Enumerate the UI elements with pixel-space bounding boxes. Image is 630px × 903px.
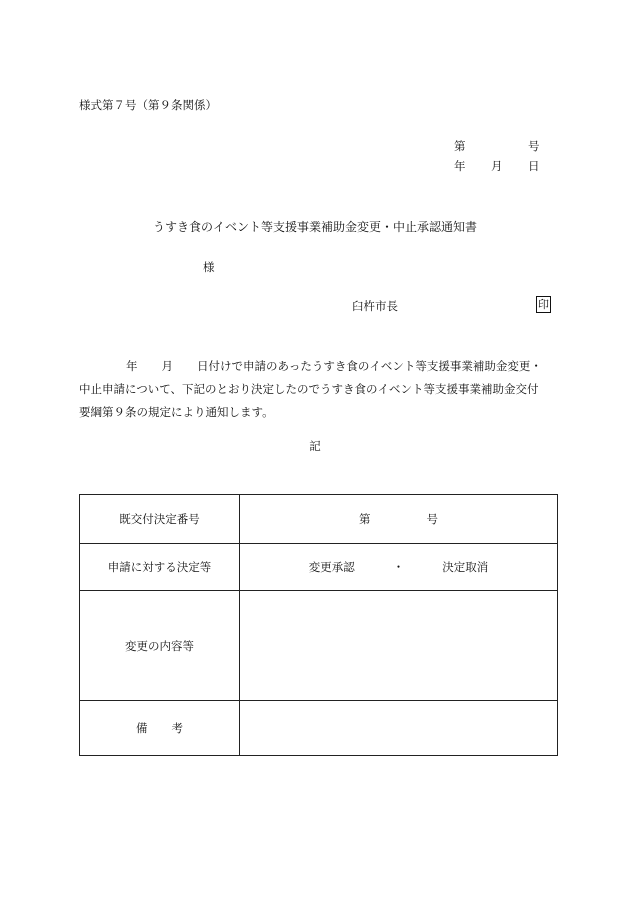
date-day: 日 [528, 159, 540, 173]
body-date-year: 年 [126, 359, 138, 373]
remarks-label-b: 考 [171, 721, 183, 735]
decision-cell [240, 544, 558, 591]
option-change-approval: 変更承認 [308, 560, 355, 574]
table-row [80, 591, 558, 701]
decision-table [79, 494, 558, 756]
recipient-suffix: 様 [203, 260, 215, 274]
doc-number-suffix: 号 [528, 139, 540, 153]
change-details-value [240, 591, 558, 701]
remarks-value [240, 701, 558, 756]
decision-label: 申請に対する決定等 [80, 544, 240, 591]
prior-decision-suffix: 号 [426, 512, 438, 526]
option-decision-cancel: 決定取消 [442, 560, 489, 574]
form-number: 様式第７号（第９条関係） [79, 98, 217, 112]
option-separator: ・ [392, 560, 405, 574]
date-year: 年 [454, 159, 466, 173]
seal-mark: 印 [538, 298, 549, 311]
body-line-3: 要綱第９条の規定により通知します。 [79, 405, 274, 419]
prior-decision-prefix: 第 [359, 512, 371, 526]
body-line-1 [79, 355, 561, 378]
change-details-label: 変更の内容等 [80, 591, 240, 701]
date-month: 月 [491, 159, 503, 173]
doc-number-prefix: 第 [454, 139, 466, 153]
prior-decision-number-cell [240, 495, 558, 544]
body-paragraph [79, 355, 561, 424]
table-row [80, 701, 558, 756]
issuer-name: 臼杵市長 [352, 299, 398, 313]
table-row [80, 495, 558, 544]
body-line-2: 中止申請について、下記のとおり決定したのでうすき食のイベント等支援事業補助金交付 [79, 382, 539, 396]
body-date-month: 月 [161, 359, 173, 373]
prior-decision-number-label: 既交付決定番号 [80, 495, 240, 544]
body-line-1-text: 日付けで申請のあったうすき食のイベント等支援事業補助金変更・ [197, 359, 542, 373]
document-title: うすき食のイベント等支援事業補助金変更・中止承認通知書 [152, 220, 477, 234]
ki-heading: 記 [309, 439, 321, 453]
table-row [80, 544, 558, 591]
remarks-label-a: 備 [136, 721, 148, 735]
remarks-label [80, 701, 240, 756]
